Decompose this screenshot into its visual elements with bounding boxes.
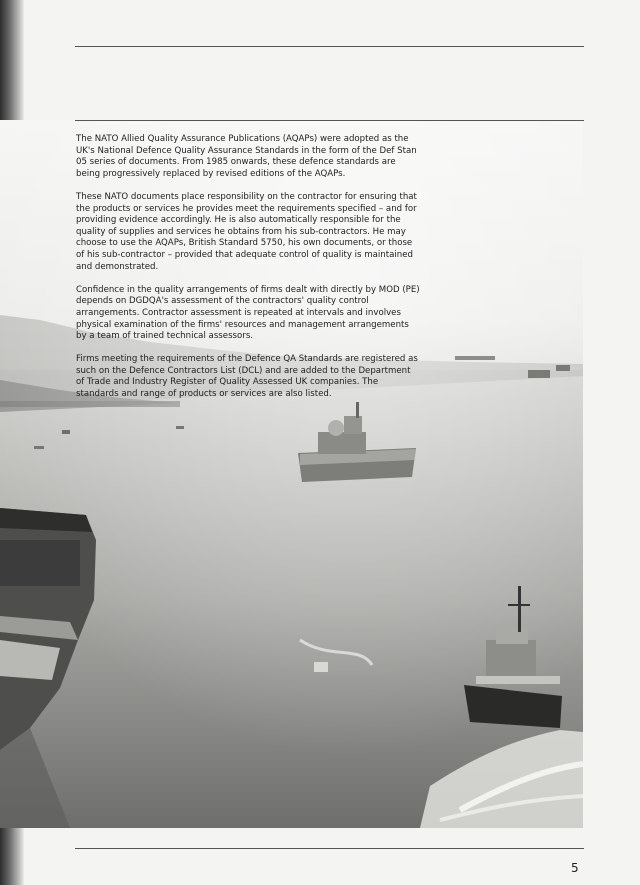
top-rule bbox=[75, 46, 584, 47]
paragraph-nato-documents: These NATO documents place responsibility on the contractor for ensuring that the products or services he provides meet the requirements specified – and for providing evidence accordingly. He is also automatically responsible for the quality of supplies and services he obtains from his sub-contractors. He may choose to use the AQAPs, British Standard 5750, his own documents, or those of his sub-contractor – provided that adequate control of quality is maintained and demonstrated. bbox=[76, 191, 417, 272]
body-text bbox=[76, 134, 421, 412]
page-number: 5 bbox=[571, 861, 579, 875]
paragraph-registered-firms: Firms meeting the requirements of the Defence QA Standards are registered as such on the Defence Contractors List (DCL) and are added to the Department of Trade and Industry Register of Quality Assessed UK companies. The standards and range of products or services are also listed. bbox=[76, 354, 418, 400]
paragraph-aqaps: The NATO Allied Quality Assurance Publications (AQAPs) were adopted as the UK's National Defence Quality Assurance Standards in the form of the Def Stan 05 series of documents. From 1985 onwards, these defence standards are being progressively replaced by revised editions of the AQAPs. bbox=[76, 134, 417, 179]
bottom-rule bbox=[75, 848, 584, 849]
paragraph-confidence: Confidence in the quality arrangements of firms dealt with directly by MOD (PE) depends on DGDQA's assessment of the contractors' quality control arrangements. Contractor assessment is repeated at intervals and involves physical examination of the firms' resources and management arrangements by a team of trained technical assessors. bbox=[76, 284, 420, 342]
text-top-rule bbox=[75, 120, 584, 121]
